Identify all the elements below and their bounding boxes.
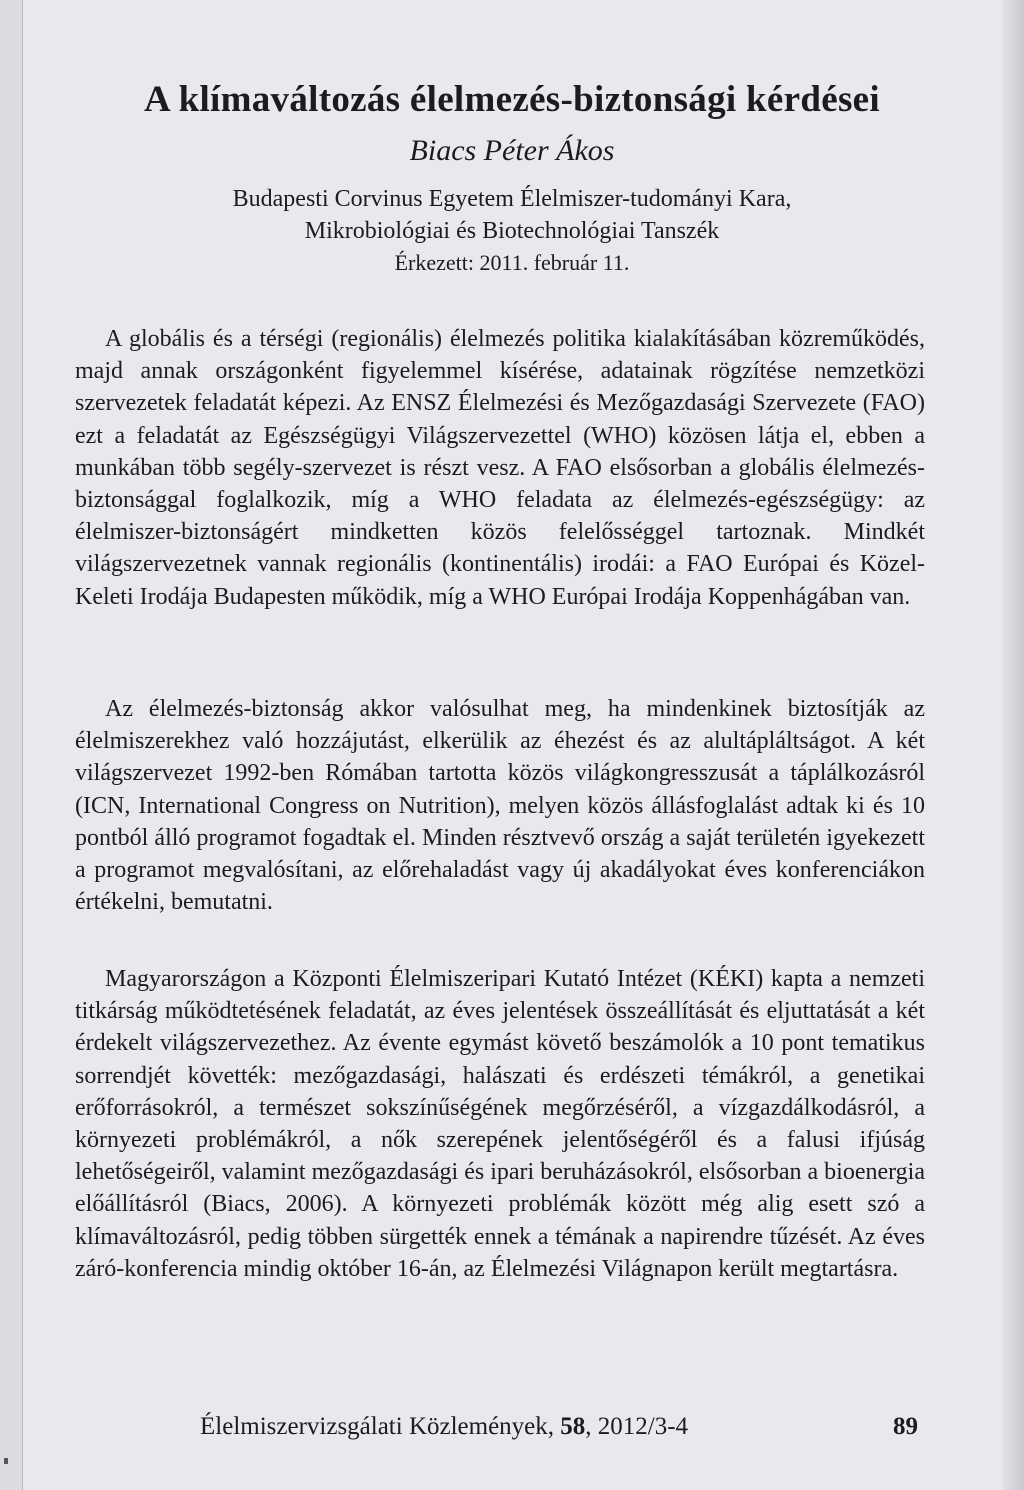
body-paragraph-2: Az élelmezés-biztonság akkor valósulhat meg, ha mindenkinek biztosítják az élelmiszerekhez való hozzájutást, elkerülik az éhezést és az alultápláltságot. A két világszervezet 1992-ben Rómában tartotta közös világkongresszusát a táplálkozásról (ICN, International Congress on Nutrition), melyen közös állásfoglalást adtak ki és 10 pontból álló programot fogadtak el. Minden résztvevő ország a saját területén igyekezett a programot megvalósítani, az előrehaladást vagy új akadályokat éves konferenciákon értékelni, bemutatni. bbox=[75, 696, 925, 916]
body-paragraph-1: A globális és a térségi (regionális) élelmezés politika kialakításában közreműködés, majd annak országonként figyelemmel kísérése, adatainak rögzítése nemzetközi szervezetek feladatát képezi. Az ENSZ Élelmezési és Mezőgazdasági Szervezete (FAO) ezt a feladatát az Egészségügyi Világszervezettel (WHO) közösen látja el, ebben a munkában több segély-szervezet is részt vesz. A FAO elsősorban a globális élelmezés-biztonsággal foglalkozik, míg a WHO feladata az élelmezés-egészségügy: az élelmiszer-biztonságért mindketten közös felelősséggel tartoznak. Mindkét világszervezetnek vannak regionális (kontinentális) irodái: a FAO Európai és Közel-Keleti Irodája Budapesten működik, míg a WHO Európai Irodája Koppenhágában van. bbox=[75, 326, 925, 610]
journal-issue: , 2012/3-4 bbox=[585, 1413, 689, 1440]
footer-journal-citation bbox=[200, 1413, 688, 1441]
journal-volume: 58 bbox=[560, 1413, 586, 1440]
article-title: A klímaváltozás élelmezés-biztonsági kérdései bbox=[144, 79, 880, 120]
affiliation-line-1: Budapesti Corvinus Egyetem Élelmiszer-tudományi Kara, bbox=[232, 186, 792, 212]
received-date: Érkezett: 2011. február 11. bbox=[394, 250, 630, 275]
journal-name: Élelmiszervizsgálati Közlemények, bbox=[200, 1413, 561, 1440]
body-paragraph-3: Magyarországon a Központi Élelmiszeripari Kutató Intézet (KÉKI) kapta a nemzeti titkárság működtetésének feladatát, az éves jelentések összeállítását és eljuttatását a két érdekelt világszervezethez. Az évente egymást követő beszámolók a 10 pont tematikus sorrendjét követték: mezőgazdasági, halászati és erdészeti témákról, a genetikai erőforrásokról, a természet sokszínűségének megőrzéséről, a vízgazdálkodásról, a környezeti problémákról, a nők szerepének jelentőségéről és a falusi ifjúság lehetőségeiről, valamint mezőgazdasági és ipari beruházásokról, elsősorban a bioenergia előállításról (Biacs, 2006). A környezeti problémák között még alig esett szó a klímaváltozásról, pedig többen sürgették ennek a témának a napirendre tűzését. Az éves záró-konferencia mindig október 16-án, az Élelmezési Világnapon került megtartásra. bbox=[75, 966, 925, 1282]
page-number: 89 bbox=[893, 1413, 918, 1440]
author-name: Biacs Péter Ákos bbox=[409, 134, 615, 167]
scan-mark bbox=[4, 1458, 8, 1464]
affiliation-line-2: Mikrobiológiai és Biotechnológiai Tanszék bbox=[304, 218, 720, 244]
